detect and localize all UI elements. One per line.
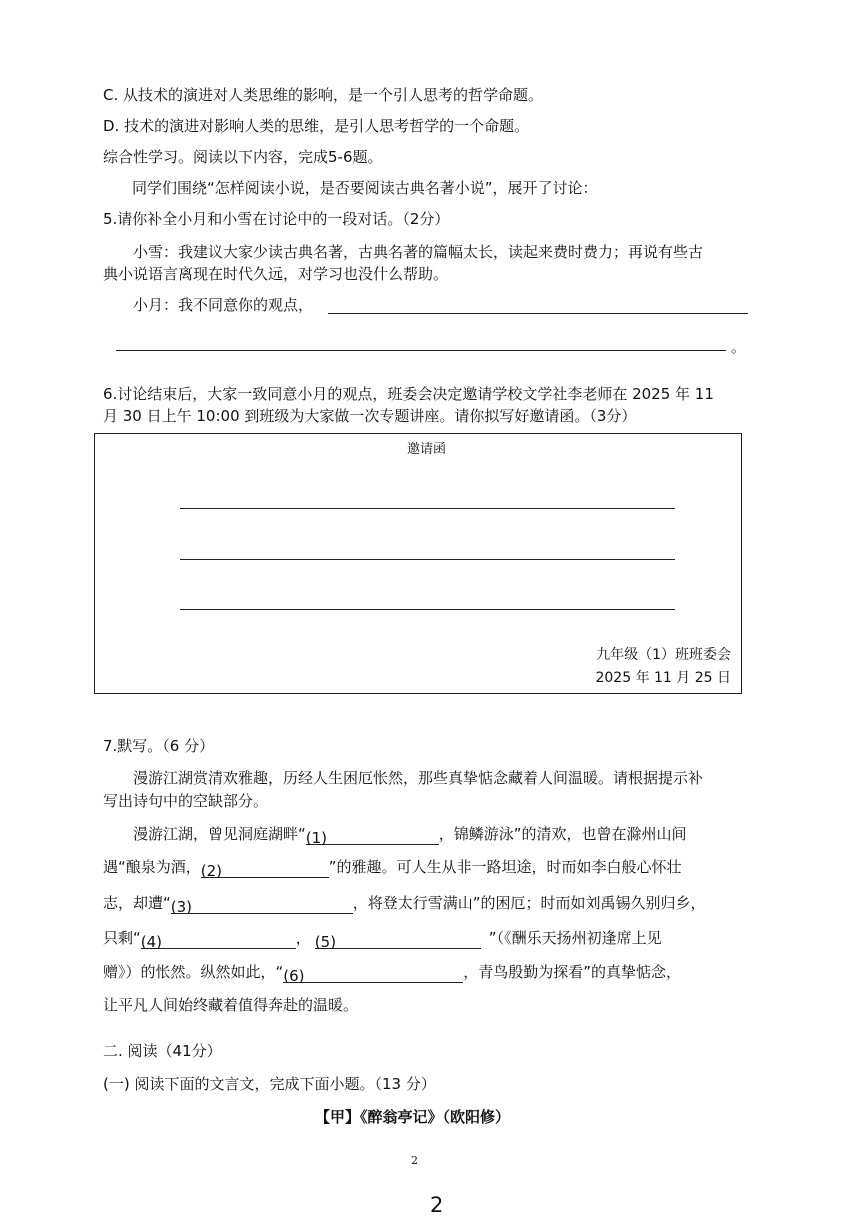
option-d: D. 技术的演进对影响人类的思维，是引人思考哲学的一个命题。 [103,117,530,135]
q7-text: 赠》）的怅然。纵然如此，“ [103,963,284,981]
xiaoxue-line-2: 典小说语言离现在时代久远，对学习也没什么帮助。 [103,265,449,283]
fill-blank-2[interactable] [201,860,329,878]
q7-line-1 [133,823,687,845]
answer-blank-line-1[interactable] [328,313,748,314]
question-7-title: 7.默写。（6 分） [103,737,215,755]
q7-line-5 [103,961,681,983]
page-number-small: 2 [411,1154,418,1167]
blank-number: (4) [140,933,163,951]
q7-line-3 [103,892,706,914]
invitation-date: 2025 年 11 月 25 日 [595,670,731,686]
blank-number: (2) [200,862,223,880]
q7-text: ，锦鳞游泳”的清欢，也曾在滁州山间 [438,825,687,843]
fill-blank-5[interactable] [315,931,481,949]
question-6-line-1: 6.讨论结束后，大家一致同意小月的观点，班委会决定邀请学校文学社李老师在 2025 年 11 [103,385,714,403]
q7-text: ，青鸟殷勤为探看”的真挚惦念， [463,963,682,981]
q7-text: ， [295,929,311,947]
blank-number: (5) [314,933,337,951]
fill-blank-3[interactable] [171,896,353,914]
invitation-writing-line-3[interactable] [180,609,675,610]
option-c: C. 从技术的演进对人类思维的影响，是一个引人思考的哲学命题。 [103,86,544,104]
section-intro: 综合性学习。阅读以下内容，完成5-6题。 [103,148,383,166]
fill-blank-4[interactable] [141,931,296,949]
invitation-title: 邀请函 [407,442,447,457]
question-5: 5.请你补全小月和小雪在讨论中的一段对话。（2分） [103,210,450,228]
answer-blank-line-2[interactable] [116,350,726,351]
xiaoyue-text: 小月：我不同意你的观点， [133,296,314,314]
blank-number: (6) [283,967,305,985]
q7-line-2 [103,856,682,878]
q7-line-4 [103,927,662,949]
part-2-title: 二. 阅读（41分） [103,1042,222,1060]
q7-text: 遇“酿泉为酒， [103,858,201,876]
q7-text: 漫游江湖，曾见洞庭湖畔“ [133,825,306,843]
xiaoyue-line [133,294,313,316]
question-6-line-2: 月 30 日上午 10:00 到班级为大家做一次专题讲座。请你拟写好邀请函。（3分） [103,407,637,425]
page-number-large: 2 [430,1193,444,1217]
invitation-box [94,433,742,694]
xiaoxue-line-1: 小雪：我建议大家少读古典名著，古典名著的篇幅太长，读起来费时费力；再说有些古 [133,243,704,261]
invitation-writing-line-1[interactable] [180,508,675,509]
q7-text: 只剩“ [103,929,141,947]
q7-intro-line-1: 漫游江湖赏清欢雅趣，历经人生困厄怅然，那些真挚惦念藏着人间温暖。请根据提示补 [133,769,704,787]
q7-intro-line-2: 写出诗句中的空缺部分。 [103,792,269,810]
q7-line-6: 让平凡人间始终藏着值得奔赴的温暖。 [103,996,359,1014]
invitation-writing-line-2[interactable] [180,559,675,560]
fill-blank-1[interactable] [306,827,439,845]
q7-text: ”（《酬乐天扬州初逢席上见 [488,929,662,947]
blank-number: (3) [170,898,193,916]
blank-number: (1) [305,829,328,847]
answer-period: 。 [731,338,747,356]
fill-blank-6[interactable] [283,965,463,983]
passage-title: 【甲】《醉翁亭记》（欧阳修） [315,1108,511,1126]
invitation-signature: 九年级（1）班班委会 [596,647,731,663]
q7-text: ，将登太行雪满山”的困厄；时而如刘禹锡久别归乡， [352,894,706,912]
discussion-intro: 同学们围绕“怎样阅读小说，是否要阅读古典名著小说”，展开了讨论： [132,179,598,197]
q7-text: ”的雅趣。可人生从非一路坦途，时而如李白般心怀壮 [328,858,682,876]
q7-text: 志，却遭“ [103,894,171,912]
part-2-subtitle: (一) 阅读下面的文言文，完成下面小题。（13 分） [103,1075,436,1093]
